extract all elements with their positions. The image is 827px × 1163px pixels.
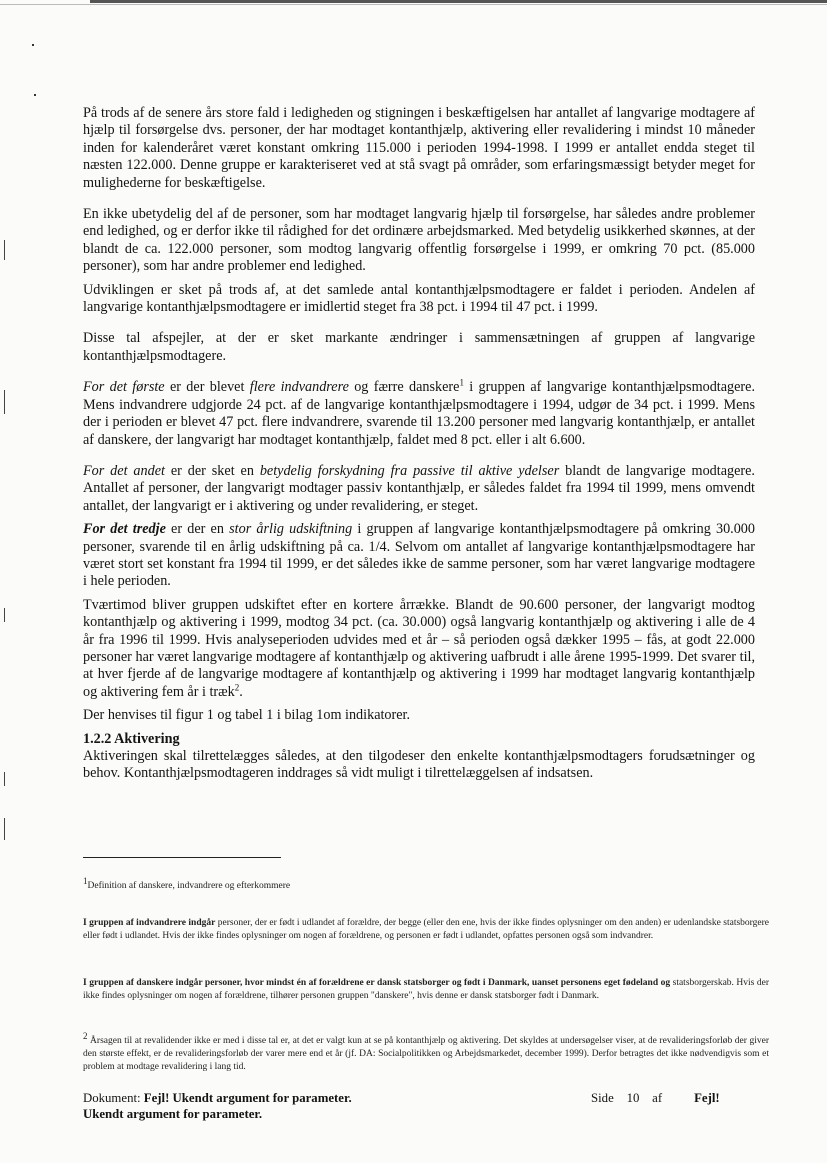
scan-top-edge xyxy=(90,0,827,3)
p8-end: . xyxy=(239,683,243,700)
margin-mark xyxy=(4,390,5,414)
first-point-lead: For det første xyxy=(83,379,165,396)
fn-def1-text: personer, der er født i udlandet af forældre, der begge (eller den ene, hvis der ikke findes oplysninger om den anden) er udenlandske statsborgere eller født i udlandet. Hvis der ikke findes oplysninger om nogen af forældrene, og personen er født i udlandet, opfattes personen også som indvandrer. xyxy=(83,918,769,941)
margin-mark xyxy=(4,818,5,840)
fn-def2-bold: I gruppen af danskere indgår personer, hvor mindst én af forældrene er dansk statsborger og født i Danmark, uanset personens eget fødeland og xyxy=(83,978,671,988)
footer-side-label: Side xyxy=(591,1091,614,1105)
paragraph-6 xyxy=(83,463,755,515)
footer-page-number: 10 xyxy=(626,1091,640,1105)
scan-speck xyxy=(32,44,34,46)
footnote-1-text: Definition af danskere, indvandrere og efterkommere xyxy=(87,881,291,891)
second-point-lead: For det andet xyxy=(83,462,165,479)
paragraph-7 xyxy=(83,521,755,591)
scan-top-edge-line xyxy=(0,4,827,5)
paragraph-1: På trods af de senere års store fald i ledigheden og stigningen i beskæftigelsen har antallet af langvarige modtagere af hjælp til forsørgelse dvs. personer, der har modtaget kontanthjælp, aktivering eller revalidering i mindst 10 måneder inden for kalenderåret været konstant omkring 115.000 i perioden 1994-1998. I 1999 er antallet endda steget til næsten 122.000. Denne gruppe er karakteriseret ved at stå svagt på områder, som erfaringsmæssigt betyder meget for mulighederne for beskæftigelse. xyxy=(83,105,755,191)
margin-mark xyxy=(4,772,5,786)
footer-doc-label: Dokument: xyxy=(83,1091,144,1105)
footer-second-line: Ukendt argument for parameter. xyxy=(83,1107,263,1121)
paragraph-4: Disse tal afspejler, at der er sket markante ændringer i sammensætningen af gruppen af langvarige kontanthjælpsmodtagere. xyxy=(83,330,755,364)
p6-text-b: blandt de langvarige modtagere. Antallet af personer, der langvarigt modtager passiv kontanthjælp, er således faldet fra 1994 til 1999, mens omvendt antallet, der langvarigt er i aktivering og under revalidering, er steget. xyxy=(83,462,755,514)
footnote-1-title xyxy=(83,875,769,893)
section-heading: 1.2.2 Aktivering xyxy=(83,730,180,747)
fn-def1-bold: I gruppen af indvandrere indgår xyxy=(83,918,216,928)
paragraph-3: Udviklingen er sket på trods af, at det samlede antal kontanthjælpsmodtagere er faldet i perioden. Andelen af langvarige kontanthjælpsmodtagere er imidlertid steget fra 38 pct. i 1994 til 47 pct. i 1999. xyxy=(83,281,755,316)
page-footer xyxy=(83,1090,763,1122)
paragraph-10: Aktiveringen skal tilrettelægges således, at den tilgodeser den enkelte kontanthjælpsmodtagers forudsætninger og behov. Kontanthjælpsmodtageren inddrages så vidt muligt i tilrettelæggelsen af indsatsen. xyxy=(83,748,755,782)
p7-emphasis: stor årlig udskiftning xyxy=(229,521,353,538)
paragraph-5 xyxy=(83,379,755,449)
footer-page-info xyxy=(591,1090,720,1106)
p8-text: Tværtimod bliver gruppen udskiftet efter en kortere årrække. Blandt de 90.600 personer, der langvarigt modtog kontanthjælp og aktivering i 1999, modtog 34 pct. (ca. 30.000) også langvarig kontanthjælp og aktivering i alle de 4 år fra 1996 til 1999. Hvis analyseperioden udvides med et år – så perioden også dækker 1995 – fås, at godt 22.000 personer har været langvarige modtagere af kontanthjælp og aktivering uafbrudt i alle årene 1995-1999. Det svarer til, at hver fjerde af de langvarige modtagere af kontanthjælp og aktivering i 1999 har modtaget langvarig kontanthjælp og aktivering fem år i træk xyxy=(83,596,755,700)
paragraph-9: Der henvises til figur 1 og tabel 1 i bilag 1om indikatorer. xyxy=(83,707,411,724)
footer-af: af xyxy=(652,1091,663,1105)
footnote-2-text: Årsagen til at revalidender ikke er med i disse tal er, at det er valgt kun at se på kontanthjælp og aktivering. Det skyldes at undersøgelser viser, at de revalideringsforløb der giver den største effekt, er de revalideringsforløb der varer mere end et år (jf. DA: Socialpolitikken og Arbejdsmarkedet, december 1999). Derfor betragtes det ikke nødvendigvis som et problem at modtage revalidering i lang tid. xyxy=(83,1036,769,1072)
footer-total-pages: Fejl! xyxy=(694,1091,720,1105)
footnote-1-definition-immigrants xyxy=(83,917,769,943)
p5-text-a: er der blevet xyxy=(164,379,250,396)
p6-text-a: er der sket en xyxy=(164,462,260,479)
p5-text-b: og færre danskere xyxy=(348,379,460,396)
footnote-ref-2: 2 xyxy=(234,682,240,693)
footnote-1-number: 1 xyxy=(83,875,88,886)
footnote-ref-1: 1 xyxy=(459,377,464,388)
scan-speck xyxy=(34,94,36,96)
footnote-2-number: 2 xyxy=(83,1030,88,1041)
margin-mark xyxy=(4,240,5,260)
footer-doc-value: Fejl! Ukendt argument for parameter. xyxy=(143,1091,352,1105)
p5-text-c: i gruppen af langvarige kontanthjælpsmodtagere. Mens indvandrere udgjorde 24 pct. af de langvarige kontanthjælpsmodtagere i 1994, udgør de 34 pct. i 1999. Mens der i perioden er blevet 47 pct. flere indvandrere, svarende til 13.200 personer med langvarig kontanthjælp, er antallet af danskere, der langvarigt har modtaget kontanthjælp, faldet med 8 pct. eller i alt 6.600. xyxy=(83,379,755,448)
p7-text-a: er der en xyxy=(165,521,230,538)
document-body xyxy=(83,105,755,797)
p6-emphasis: betydelig forskydning fra passive til aktive ydelser xyxy=(259,462,560,479)
footnote-separator xyxy=(83,857,281,858)
footnote-1-definition-danes xyxy=(83,977,769,1003)
fn-def2-text: statsborgerskab. Hvis der ikke findes oplysninger om nogen af forældrene, tilhører personen gruppen "danskere", hvis denne er dansk statsborger født i Danmark. xyxy=(83,978,769,1001)
p5-emphasis: flere indvandrere xyxy=(249,379,349,396)
paragraph-8 xyxy=(83,597,755,701)
footnote-2 xyxy=(83,1030,769,1074)
margin-mark xyxy=(4,608,5,622)
paragraph-2: En ikke ubetydelig del af de personer, som har modtaget langvarig hjælp til forsørgelse, har således andre problemer end ledighed, og er derfor ikke til rådighed for det ordinære arbejdsmarked. Med betydelig usikkerhed skønnes, at der blandt de ca. 122.000 personer, som modtog langvarig offentlig forsørgelse i 1999, er omkring 70 pct. (85.000 personer), som har andre problemer end ledighed. xyxy=(83,206,755,275)
third-point-lead: For det tredje xyxy=(83,521,166,538)
p7-text-b: i gruppen af langvarige kontanthjælpsmodtagere på omkring 30.000 personer, svarende til en årlig udskiftning på ca. 1/4. Selvom om antallet af langvarige kontanthjælpsmodtagere har været stort set konstant fra 1994 til 1999, er det således ikke de samme personer, som har været langvarige modtagere i hele perioden. xyxy=(83,521,755,590)
